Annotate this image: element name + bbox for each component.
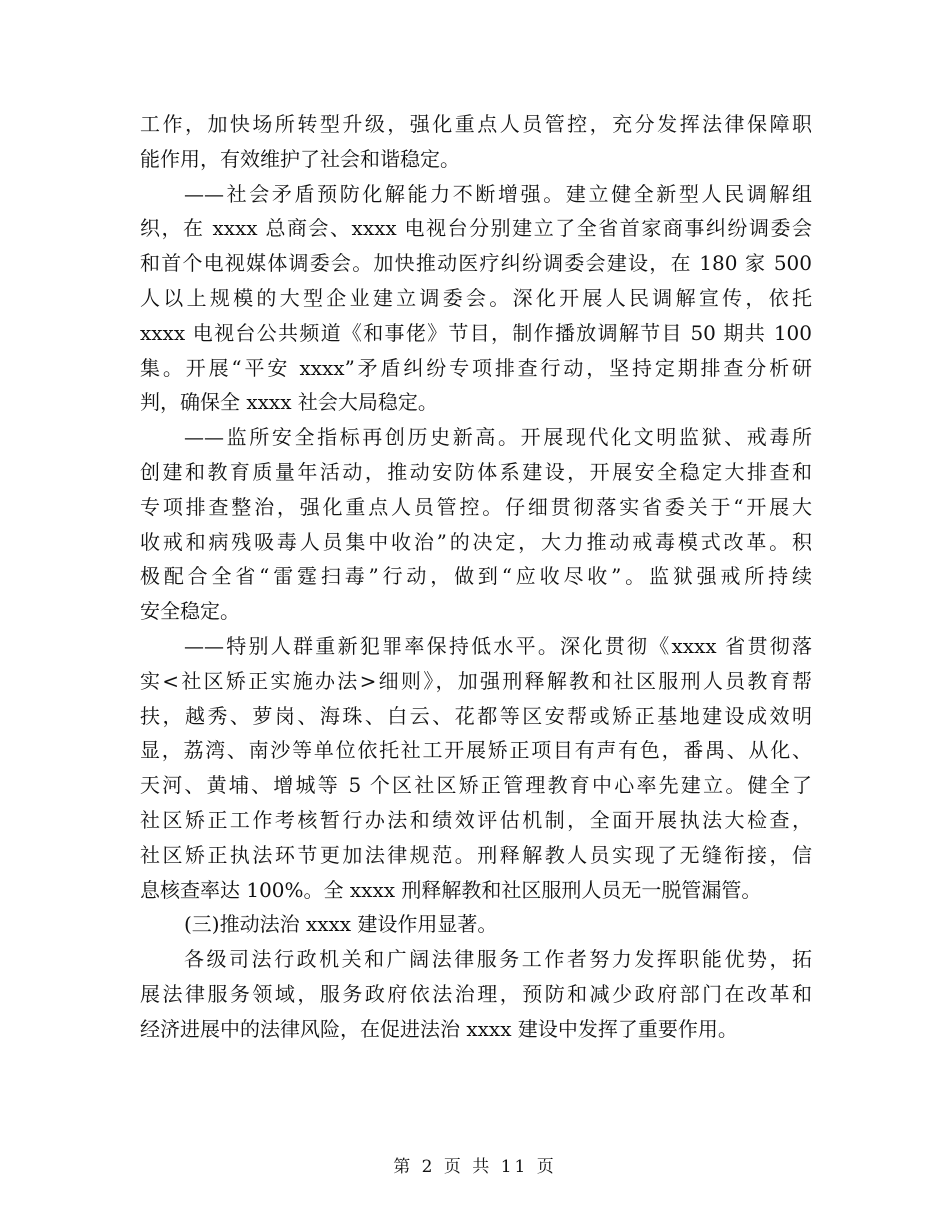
text-line: 安全稳定。 [140, 599, 240, 624]
text-line: 创建和教育质量年活动，推动安防体系建设，开展安全稳定大排查和 [140, 459, 812, 484]
paragraph-start-line: ——监所安全指标再创历史新高。开展现代化文明监狱、戒毒所 [184, 425, 812, 450]
text-line: 专项排查整治，强化重点人员管控。仔细贯彻落实省委关于“开展大 [140, 494, 812, 519]
text-line: 织，在 xxxx 总商会、xxxx 电视台分别建立了全省首家商事纠纷调委会 [140, 216, 812, 241]
text-line: 人以上规模的大型企业建立调委会。深化开展人民调解宣传，依托 [140, 285, 812, 310]
text-line: 显，荔湾、南沙等单位依托社工开展矫正项目有声有色，番禺、从化、 [140, 738, 812, 763]
paragraph-start-line: ——特别人群重新犯罪率保持低水平。深化贯彻《xxxx 省贯彻落 [184, 633, 812, 658]
text-line: 实<社区矫正实施办法>细则》，加强刑释解教和社区服刑人员教育帮 [140, 668, 812, 693]
section-heading: (三)推动法治 xxxx 建设作用显著。 [184, 912, 498, 937]
text-line: 扶，越秀、萝岗、海珠、白云、花都等区安帮或矫正基地建设成效明 [140, 703, 812, 728]
paragraph-start-line: 各级司法行政机关和广阔法律服务工作者努力发挥职能优势，拓 [184, 947, 812, 972]
text-line: 天河、黄埔、增城等 5 个区社区矫正管理教育中心率先建立。健全了 [140, 773, 812, 798]
text-line: 集。开展“平安 xxxx”矛盾纠纷专项排查行动，坚持定期排查分析研 [140, 355, 812, 380]
text-line: 息核查率达 100%。全 xxxx 刑释解教和社区服刑人员无一脱管漏管。 [140, 877, 762, 902]
body-text [140, 107, 812, 1047]
text-line: 展法律服务领域，服务政府依法治理，预防和减少政府部门在改革和 [140, 981, 812, 1006]
text-line: 社区矫正工作考核暂行办法和绩效评估机制，全面开展执法大检查， [140, 807, 812, 832]
text-line: xxxx 电视台公共频道《和事佬》节目，制作播放调解节目 50 期共 100 [140, 320, 812, 345]
text-line: 极配合全省“雷霆扫毒”行动，做到“应收尽收”。监狱强戒所持续 [140, 564, 812, 589]
text-line: 工作，加快场所转型升级，强化重点人员管控，充分发挥法律保障职 [140, 112, 812, 136]
text-line: 经济进展中的法律风险，在促进法治 xxxx 建设中发挥了重要作用。 [140, 1016, 738, 1041]
text-line: 判，确保全 xxxx 社会大局稳定。 [140, 390, 438, 415]
page-number-footer: 第 2 页 共 11 页 [393, 1157, 557, 1177]
text-line: 社区矫正执法环节更加法律规范。刑释解教人员实现了无缝衔接，信 [140, 842, 812, 867]
text-line: 能作用，有效维护了社会和谐稳定。 [140, 146, 460, 171]
paragraph-start-line: ——社会矛盾预防化解能力不断增强。建立健全新型人民调解组 [184, 181, 812, 206]
text-line: 和首个电视媒体调委会。加快推动医疗纠纷调委会建设，在 180 家 500 [140, 251, 812, 276]
text-line: 收戒和病残吸毒人员集中收治”的决定，大力推动戒毒模式改革。积 [140, 529, 812, 554]
